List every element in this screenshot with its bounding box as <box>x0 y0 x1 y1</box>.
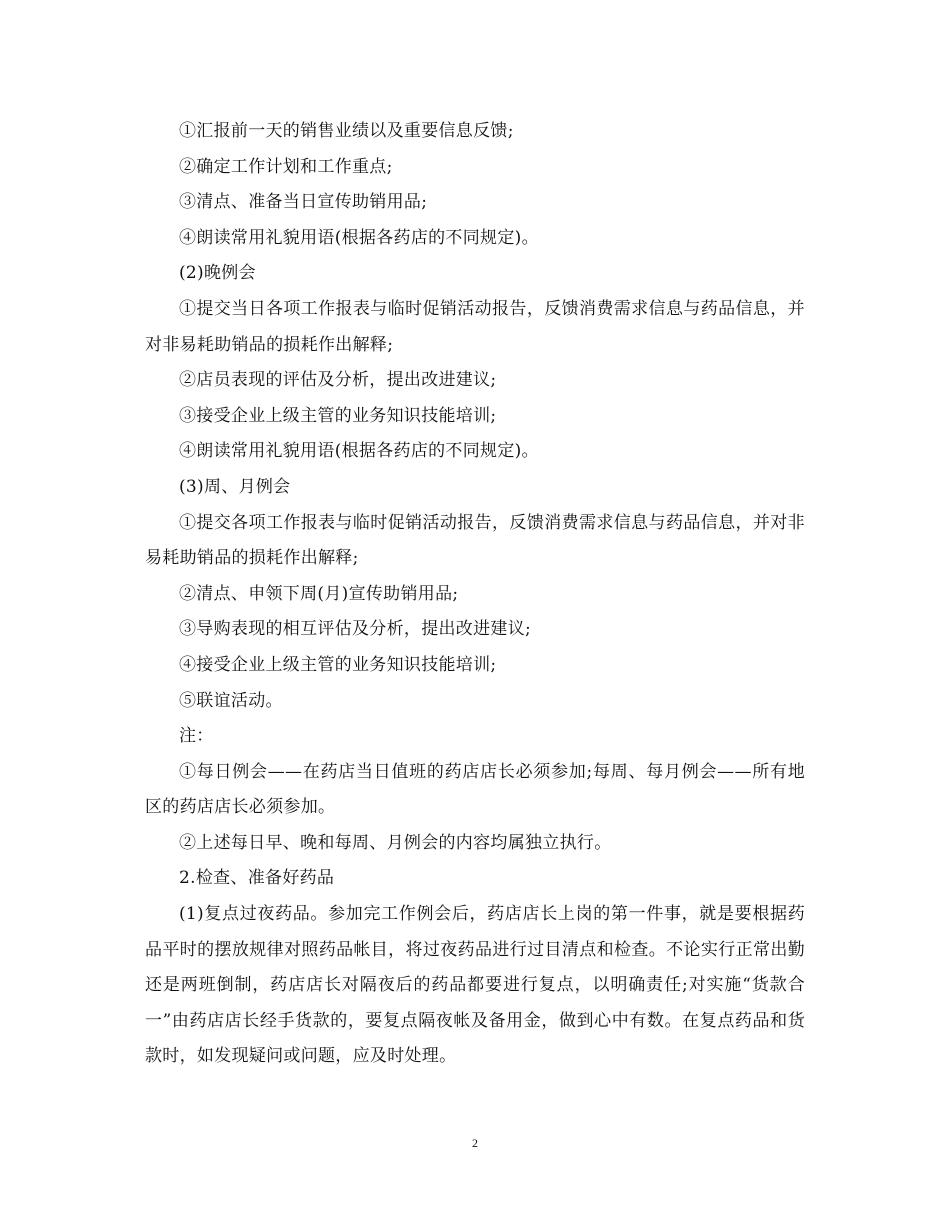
body-text <box>145 114 805 1075</box>
page-number: 2 <box>472 1136 478 1150</box>
paragraph-weekly-item-4: ④接受企业上级主管的业务知识技能培训; <box>179 654 497 675</box>
paragraph-evening-item-3: ③接受企业上级主管的业务知识技能培训; <box>179 405 497 426</box>
heading-weekly-monthly-meeting: (3)周、月例会 <box>179 476 291 497</box>
paragraph-morning-item-4: ④朗读常用礼貌用语(根据各药店的不同规定)。 <box>179 227 539 248</box>
paragraph-note-item-2: ②上述每日早、晚和每周、月例会的内容均属独立执行。 <box>179 832 612 853</box>
paragraph-weekly-item-3: ③导购表现的相互评估及分析，提出改进建议; <box>179 619 532 640</box>
paragraph-morning-item-1: ①汇报前一天的销售业绩以及重要信息反馈; <box>179 121 514 141</box>
paragraph-morning-item-3: ③清点、准备当日宣传助销用品; <box>179 192 428 213</box>
paragraph-evening-item-2: ②店员表现的评估及分析，提出改进建议; <box>179 370 497 391</box>
paragraph-recount-overnight-medicine: (1)复点过夜药品。参加完工作例会后，药店店长上岗的第一件事，就是要根据药品平时的摆放规律对照药品帐目，将过夜药品进行过目清点和检查。不论实行正常出勤还是两班倒制，药店店长对隔夜后的药品都要进行复点，以明确责任;对实施“货款合一”由药店店长经手货款的，要复点隔夜帐及备用金，做到心中有数。在复点药品和货款时，如发现疑问或问题，应及时处理。 <box>145 904 805 1067</box>
paragraph-note-item-1: ①每日例会——在药店当日值班的药店店长必须参加;每周、每月例会——所有地区的药店店长必须参加。 <box>145 761 805 818</box>
heading-evening-meeting: (2)晚例会 <box>179 263 256 284</box>
paragraph-morning-item-2: ②确定工作计划和工作重点; <box>179 156 393 177</box>
heading-note: 注： <box>179 726 214 747</box>
heading-check-prepare-medicine: 2.检查、准备好药品 <box>179 868 335 889</box>
paragraph-weekly-item-1: ①提交各项工作报表与临时促销活动报告，反馈消费需求信息与药品信息，并对非易耗助销品的损耗作出解释; <box>145 512 805 569</box>
paragraph-weekly-item-5: ⑤联谊活动。 <box>179 690 283 711</box>
paragraph-evening-item-4: ④朗读常用礼貌用语(根据各药店的不同规定)。 <box>179 441 539 462</box>
paragraph-evening-item-1: ①提交当日各项工作报表与临时促销活动报告，反馈消费需求信息与药品信息，并对非易耗助销品的损耗作出解释; <box>145 298 805 355</box>
paragraph-weekly-item-2: ②清点、申领下周(月)宣传助销用品; <box>179 583 459 604</box>
